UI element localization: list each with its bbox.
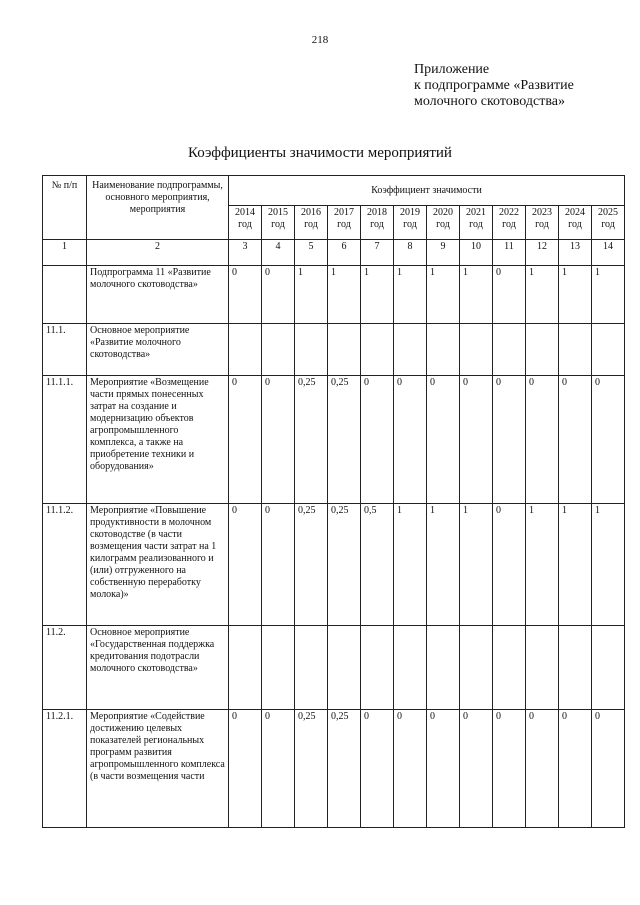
coefficient-cell xyxy=(262,324,295,376)
coefficient-cell: 0,5 xyxy=(361,504,394,626)
row-name: Основное мероприятие «Развитие молочного скотоводства» xyxy=(87,324,229,376)
coefficient-cell: 0 xyxy=(361,710,394,828)
column-index: 9 xyxy=(427,240,460,266)
coefficient-cell: 0 xyxy=(427,710,460,828)
coefficient-cell: 1 xyxy=(526,504,559,626)
coefficient-cell: 0 xyxy=(460,710,493,828)
coefficient-cell: 0 xyxy=(493,266,526,324)
coefficient-cell: 1 xyxy=(592,504,625,626)
coefficient-cell: 0 xyxy=(229,504,262,626)
column-index: 5 xyxy=(295,240,328,266)
coefficient-cell: 0 xyxy=(262,710,295,828)
coefficient-cell xyxy=(229,324,262,376)
coefficient-cell xyxy=(328,324,361,376)
coefficient-cell: 0 xyxy=(493,710,526,828)
column-index: 14 xyxy=(592,240,625,266)
coefficient-cell xyxy=(493,626,526,710)
page-number: 218 xyxy=(311,34,329,46)
coefficient-cell xyxy=(394,626,427,710)
year-header: 2017 год xyxy=(328,206,361,240)
coefficient-cell: 0 xyxy=(493,504,526,626)
coefficient-cell: 1 xyxy=(526,266,559,324)
coefficient-cell xyxy=(361,324,394,376)
appendix-line-2: к подпрограмме «Развитие xyxy=(414,78,574,93)
row-name: Мероприятие «Повышение продуктивности в молочном скотоводстве (в части возмещения части затрат на 1 килограмм реализованного и (или) отгруженного на собственную переработку молока)» xyxy=(87,504,229,626)
column-index: 8 xyxy=(394,240,427,266)
year-header: 2018 год xyxy=(361,206,394,240)
row-number: 11.2.1. xyxy=(43,710,87,828)
row-name: Подпрограмма 11 «Развитие молочного скотоводства» xyxy=(87,266,229,324)
coefficient-cell: 1 xyxy=(427,504,460,626)
coefficient-cell xyxy=(262,626,295,710)
coefficient-cell xyxy=(559,324,592,376)
header-num: № п/п xyxy=(43,176,87,240)
table-row xyxy=(43,376,625,504)
coefficient-cell xyxy=(460,324,493,376)
coefficient-cell: 0 xyxy=(361,376,394,504)
coefficient-cell xyxy=(427,626,460,710)
coefficient-cell: 1 xyxy=(328,266,361,324)
coefficient-cell: 0,25 xyxy=(295,710,328,828)
coefficient-cell xyxy=(295,626,328,710)
coefficient-cell: 0 xyxy=(229,266,262,324)
coefficient-cell xyxy=(592,626,625,710)
coefficient-cell: 0,25 xyxy=(328,376,361,504)
header-name: Наименование подпрограммы, основного мероприятия, мероприятия xyxy=(87,176,229,240)
coefficient-cell: 1 xyxy=(559,266,592,324)
coefficient-cell: 0 xyxy=(262,266,295,324)
table-row xyxy=(43,504,625,626)
coefficient-cell xyxy=(592,324,625,376)
year-header: 2022 год xyxy=(493,206,526,240)
table-row xyxy=(43,626,625,710)
table-row xyxy=(43,710,625,828)
coefficient-cell: 0 xyxy=(592,376,625,504)
coefficient-cell: 0 xyxy=(262,376,295,504)
column-index: 7 xyxy=(361,240,394,266)
column-index: 13 xyxy=(559,240,592,266)
coefficient-cell: 1 xyxy=(394,266,427,324)
row-number: 11.1. xyxy=(43,324,87,376)
year-header: 2023 год xyxy=(526,206,559,240)
column-index: 1 xyxy=(43,240,87,266)
coefficient-cell: 0,25 xyxy=(295,376,328,504)
coefficient-cell xyxy=(328,626,361,710)
coefficient-cell: 0 xyxy=(592,710,625,828)
header-coefficient: Коэффициент значимости xyxy=(229,176,625,206)
coefficient-cell xyxy=(526,324,559,376)
row-number: 11.2. xyxy=(43,626,87,710)
year-header: 2019 год xyxy=(394,206,427,240)
coefficient-cell: 1 xyxy=(295,266,328,324)
coefficient-cell: 0 xyxy=(394,376,427,504)
coefficient-cell: 0 xyxy=(229,710,262,828)
coefficient-cell: 0 xyxy=(559,376,592,504)
year-header: 2021 год xyxy=(460,206,493,240)
year-header: 2020 год xyxy=(427,206,460,240)
column-index: 12 xyxy=(526,240,559,266)
coefficient-cell: 1 xyxy=(394,504,427,626)
column-index: 2 xyxy=(87,240,229,266)
coefficients-table xyxy=(42,175,625,828)
coefficient-cell: 1 xyxy=(460,504,493,626)
column-index: 3 xyxy=(229,240,262,266)
coefficient-cell: 0 xyxy=(229,376,262,504)
coefficient-cell xyxy=(559,626,592,710)
coefficient-cell: 0,25 xyxy=(328,710,361,828)
year-header: 2024 год xyxy=(559,206,592,240)
coefficient-cell: 0 xyxy=(394,710,427,828)
row-name: Мероприятие «Содействие достижению целевых показателей региональных программ развития агропромышленного комплекса (в части возмещения части xyxy=(87,710,229,828)
coefficient-cell xyxy=(295,324,328,376)
coefficient-cell: 0,25 xyxy=(295,504,328,626)
coefficient-cell: 0 xyxy=(427,376,460,504)
row-number xyxy=(43,266,87,324)
coefficient-cell: 1 xyxy=(460,266,493,324)
column-index: 4 xyxy=(262,240,295,266)
coefficient-cell: 0 xyxy=(559,710,592,828)
coefficient-cell: 1 xyxy=(427,266,460,324)
coefficient-cell: 0 xyxy=(493,376,526,504)
appendix-line-1: Приложение xyxy=(414,62,490,77)
document-title: Коэффициенты значимости мероприятий xyxy=(188,145,452,161)
column-index: 10 xyxy=(460,240,493,266)
row-name: Мероприятие «Возмещение части прямых понесенных затрат на создание и модернизацию объектов агропромышленного комплекса, а также на приобретение техники и оборудования» xyxy=(87,376,229,504)
year-header: 2015 год xyxy=(262,206,295,240)
table-row xyxy=(43,266,625,324)
coefficient-cell: 1 xyxy=(361,266,394,324)
column-index: 6 xyxy=(328,240,361,266)
coefficient-cell: 1 xyxy=(592,266,625,324)
year-header: 2014 год xyxy=(229,206,262,240)
coefficient-cell xyxy=(493,324,526,376)
year-header: 2016 год xyxy=(295,206,328,240)
coefficient-cell xyxy=(460,626,493,710)
row-number: 11.1.1. xyxy=(43,376,87,504)
column-index: 11 xyxy=(493,240,526,266)
coefficient-cell: 0 xyxy=(526,710,559,828)
row-number: 11.1.2. xyxy=(43,504,87,626)
table-row xyxy=(43,324,625,376)
coefficient-cell: 0 xyxy=(262,504,295,626)
coefficient-cell: 1 xyxy=(559,504,592,626)
year-header: 2025 год xyxy=(592,206,625,240)
coefficient-cell xyxy=(427,324,460,376)
coefficient-cell xyxy=(394,324,427,376)
appendix-line-3: молочного скотоводства» xyxy=(414,94,565,109)
coefficient-cell: 0,25 xyxy=(328,504,361,626)
coefficient-cell xyxy=(526,626,559,710)
coefficient-cell: 0 xyxy=(460,376,493,504)
appendix-note xyxy=(414,62,574,110)
coefficient-cell xyxy=(361,626,394,710)
coefficient-cell: 0 xyxy=(526,376,559,504)
coefficient-cell xyxy=(229,626,262,710)
row-name: Основное мероприятие «Государственная поддержка кредитования подотрасли молочного скотоводства» xyxy=(87,626,229,710)
